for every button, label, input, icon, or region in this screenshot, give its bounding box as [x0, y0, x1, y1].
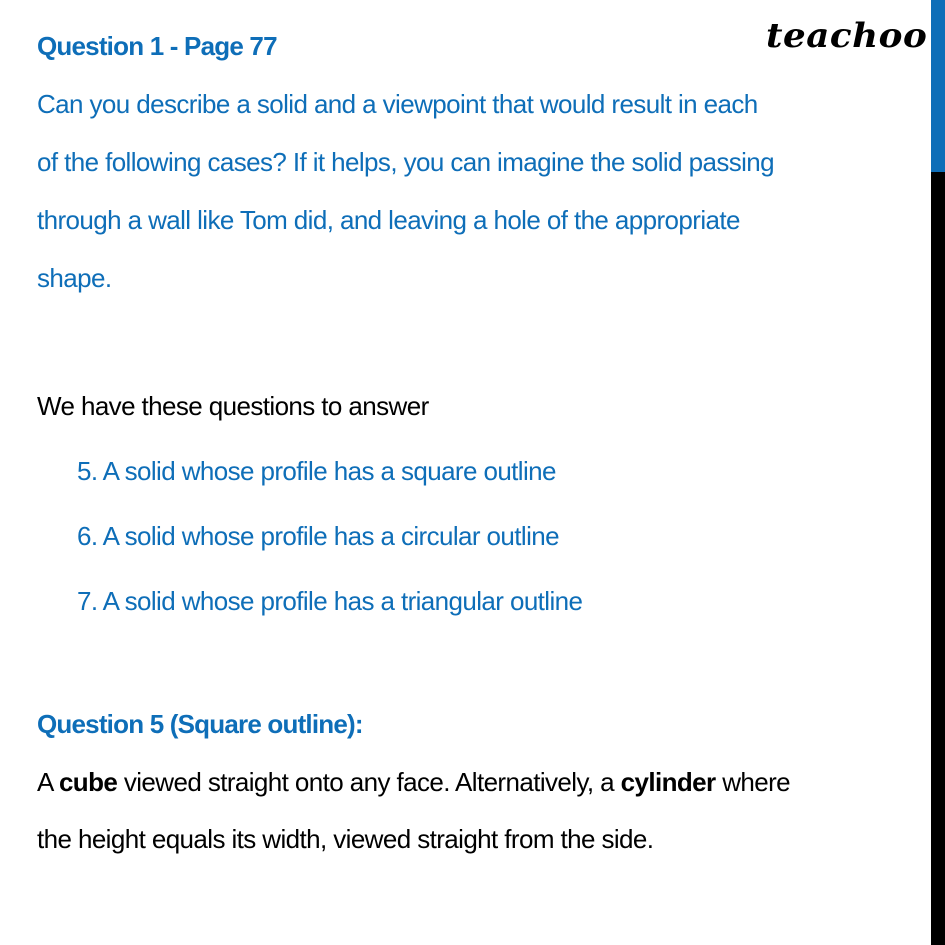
side-accent-bar: [931, 0, 945, 945]
answer-bold-term: cube: [58, 767, 118, 797]
answer-bold-term: cylinder: [620, 767, 716, 797]
question-line: through a wall like Tom did, and leaving a hole of the appropriate: [37, 205, 740, 235]
answer-text: where: [715, 767, 791, 797]
list-item: 5. A solid whose profile has a square outline: [77, 456, 556, 486]
answer-text: viewed straight onto any face. Alternatively, a: [117, 767, 621, 797]
answer-text: A: [37, 767, 59, 797]
page-title: Question 1 - Page 77: [37, 31, 277, 61]
answer-line: the height equals its width, viewed straight from the side.: [37, 824, 654, 854]
list-item: 7. A solid whose profile has a triangular outline: [77, 586, 583, 616]
question-line: Can you describe a solid and a viewpoint that would result in each: [37, 89, 758, 119]
intro-text: We have these questions to answer: [37, 391, 429, 421]
list-item: 6. A solid whose profile has a circular outline: [77, 521, 559, 551]
question-line: of the following cases? If it helps, you can imagine the solid passing: [37, 147, 775, 177]
side-bar-blue-segment: [931, 0, 945, 172]
answer-line: [37, 767, 790, 797]
question-line: shape.: [37, 263, 112, 293]
side-bar-black-segment: [931, 172, 945, 945]
teachoo-logo: teachoo: [766, 16, 928, 56]
answer-heading: Question 5 (Square outline):: [37, 709, 363, 739]
